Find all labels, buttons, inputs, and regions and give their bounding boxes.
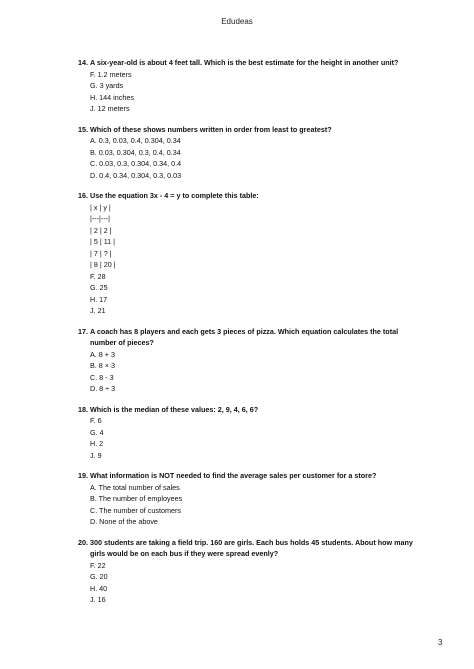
answer-option: A. 8 + 3 (90, 349, 115, 359)
question-text: Which is the median of these values: 2, 9, 4, 6, 6? (90, 404, 259, 414)
answer-option: D. 8 ÷ 3 (90, 384, 116, 393)
question-text: Which of these shows numbers written in order from least to greatest? (90, 124, 332, 134)
answer-option: D. 0.4, 0.34, 0.304, 0.3, 0.03 (90, 170, 182, 180)
answer-option: J. 21 (90, 306, 106, 315)
answer-option: H. 144 inches (90, 92, 134, 102)
question-stem (78, 124, 420, 136)
question-number: 19. (78, 471, 88, 480)
table-line: |---|---| (90, 214, 110, 223)
answer-option: G. 25 (90, 283, 108, 292)
page-header: Edudeas (221, 17, 253, 26)
answer-option: B. The number of employees (90, 494, 183, 503)
answer-option: F. 6 (90, 416, 102, 425)
question-18 (78, 404, 420, 462)
question-stem (78, 470, 420, 482)
question-stem (78, 326, 420, 349)
question-19 (78, 470, 420, 528)
answer-option: J. 9 (90, 450, 102, 460)
question-text: 300 students are taking a field trip. 160 are girls. Each bus holds 45 students. About how many girls would be on each bus if they were spread evenly? (90, 537, 413, 558)
question-20 (78, 537, 420, 606)
answer-option: G. 20 (90, 572, 108, 581)
answer-option: F. 1.2 meters (90, 69, 132, 79)
answer-option: G. 3 yards (90, 81, 124, 90)
table-line: | 7 | ? | (90, 248, 112, 258)
question-text: What information is NOT needed to find the average sales per customer for a store? (90, 471, 377, 480)
answer-option: J. 12 meters (90, 104, 130, 113)
question-number: 20. (78, 537, 88, 547)
answer-option: A. 0.3, 0.03, 0.4, 0.304, 0.34 (90, 136, 181, 145)
question-stem (78, 57, 420, 69)
answer-option: H. 2 (90, 439, 104, 448)
answer-option: C. 0.03, 0.3, 0.304, 0.34, 0.4 (90, 159, 182, 168)
answer-option: G. 4 (90, 427, 104, 437)
question-14 (78, 57, 420, 115)
question-stem (78, 537, 420, 560)
page-number: 3 (438, 638, 443, 647)
answer-option: A. The total number of sales (90, 482, 180, 492)
question-16 (78, 190, 420, 317)
question-stem (78, 404, 420, 416)
question-text: A six-year-old is about 4 feet tall. Which is the best estimate for the height in another unit? (90, 58, 399, 67)
answer-option: F. 22 (90, 560, 106, 570)
table-line: | 5 | 11 | (90, 237, 116, 246)
question-number: 18. (78, 404, 88, 414)
question-stem (78, 190, 420, 202)
answer-option: B. 8 × 3 (90, 361, 115, 370)
question-text: A coach has 8 players and each gets 3 pieces of pizza. Which equation calculates the total number of pieces? (90, 326, 399, 347)
question-number: 15. (78, 124, 88, 134)
question-number: 16. (78, 191, 88, 200)
question-17 (78, 326, 420, 395)
answer-option: J. 16 (90, 595, 106, 604)
answer-option: H. 17 (90, 294, 108, 304)
question-list (78, 57, 420, 615)
question-number: 17. (78, 326, 88, 336)
answer-option: C. 8 - 3 (90, 372, 114, 382)
question-number: 14. (78, 58, 88, 67)
table-line: | x | y | (90, 202, 111, 212)
question-15 (78, 124, 420, 182)
table-line: | 2 | 2 | (90, 225, 112, 235)
answer-option: D. None of the above (90, 517, 158, 526)
table-line: | 8 | 20 | (90, 260, 116, 269)
answer-option: C. The number of customers (90, 505, 181, 515)
question-text: Use the equation 3x - 4 = y to complete this table: (90, 191, 259, 200)
answer-option: F. 28 (90, 271, 106, 281)
answer-option: B. 0.03, 0.304, 0.3, 0.4, 0.34 (90, 147, 181, 157)
answer-option: H. 40 (90, 583, 108, 593)
